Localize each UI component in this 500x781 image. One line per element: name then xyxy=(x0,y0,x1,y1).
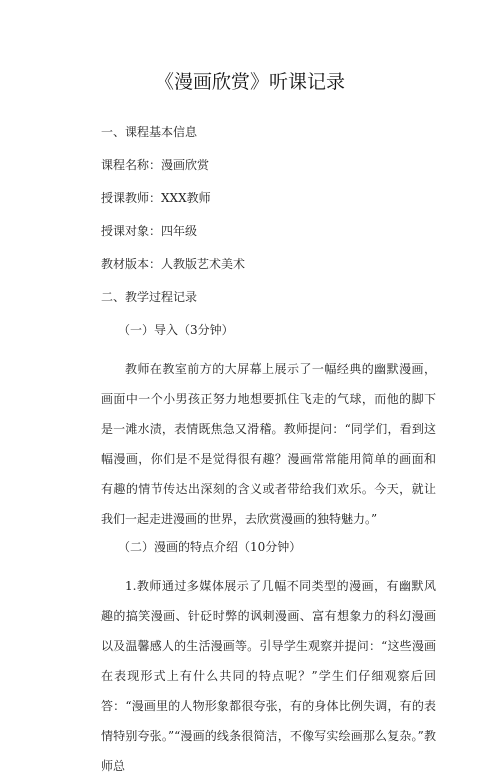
subheading-features: （二）漫画的特点介绍（10分钟） xyxy=(118,540,302,554)
paragraph-intro: 教师在教室前方的大屏幕上展示了一幅经典的幽默漫画，画面中一个小男孩正努力地想要抓住飞走的气球，而他的脚下是一滩水渍，表情既焦急又滑稽。教师提问：“同学们，看到这幅漫画，你们是不是觉得很有趣？漫画常常能用简单的画面和有趣的情节传达出深刻的含义或者带给我们欢乐。今天，就让我们一起走进漫画的世界，去欣赏漫画的独特魅力。” xyxy=(101,362,436,526)
paragraph-features: 1.教师通过多媒体展示了几幅不同类型的漫画，有幽默风趣的搞笑漫画、针砭时弊的讽刺漫画、富有想象力的科幻漫画以及温馨感人的生活漫画等。引导学生观察并提问：“这些漫画在表现形式上有什么共同的特点呢？”学生们仔细观察后回答：“漫画里的人物形象都很夸张，有的身体比例失调，有的表情特别夸张。”“漫画的线条很简洁，不像写实绘画那么复杂。”教师总 xyxy=(101,579,436,773)
section-heading-process: 二、教学过程记录 xyxy=(101,290,198,304)
info-edition: 教材版本：人教版艺术美术 xyxy=(101,257,246,271)
document-body xyxy=(101,123,436,781)
section-heading-basic-info: 一、课程基本信息 xyxy=(101,125,198,139)
document-title: 《漫画欣赏》听课记录 xyxy=(154,71,345,93)
info-course-name: 课程名称：漫画欣赏 xyxy=(101,158,210,172)
info-teacher: 授课教师：XXX教师 xyxy=(101,191,211,205)
subheading-intro: （一）导入（3分钟） xyxy=(118,323,234,337)
info-target: 授课对象：四年级 xyxy=(101,224,198,238)
